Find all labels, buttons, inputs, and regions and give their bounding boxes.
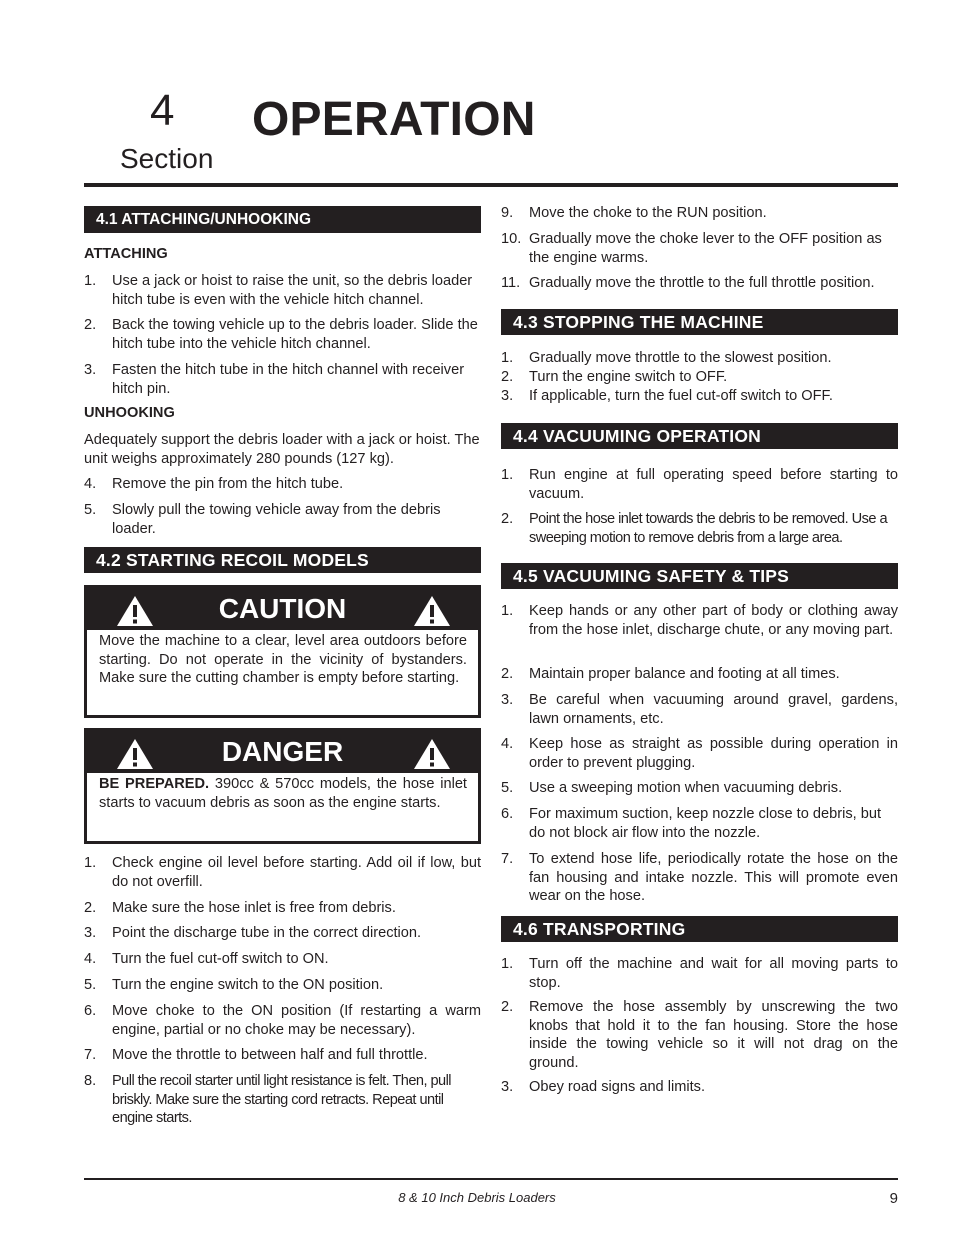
list-item: 3. Obey road signs and limits.	[501, 1079, 706, 1095]
subheading-unhooking: UNHOOKING	[84, 405, 175, 421]
warning-triangle-icon	[412, 737, 452, 771]
list-item: 1. Run engine at full operating speed before starting to vacuum.	[501, 467, 898, 502]
list-item: 2. Make sure the hose inlet is free from debris.	[84, 900, 396, 916]
list-item: 7. To extend hose life, periodically rotate the hose on the fan housing and intake nozzle. This will promote even wear on the hose.	[501, 851, 898, 905]
section-heading-4-3: 4.3 STOPPING THE MACHINE	[501, 309, 898, 335]
footer-title: 8 & 10 Inch Debris Loaders	[398, 1190, 556, 1205]
list-item: 1. Check engine oil level before starting. Add oil if low, but do not overfill.	[84, 855, 481, 890]
list-item: 3. Point the discharge tube in the correct direction.	[84, 925, 422, 941]
danger-text	[87, 773, 478, 818]
list-item: 5. Use a sweeping motion when vacuuming debris.	[501, 780, 843, 796]
caution-title: CAUTION	[218, 593, 347, 624]
subheading-attaching: ATTACHING	[84, 246, 168, 262]
list-item: 3. If applicable, turn the fuel cut-off switch to OFF.	[501, 388, 833, 404]
warning-triangle-icon	[412, 594, 452, 628]
danger-header	[87, 731, 478, 773]
list-item: 2. Maintain proper balance and footing at all times.	[501, 666, 840, 682]
list-item: 6. For maximum suction, keep nozzle close to debris, but do not block air flow into the nozzle.	[501, 806, 882, 841]
list-item: 1. Turn off the machine and wait for all moving parts to stop.	[501, 956, 898, 991]
section-heading-4-4: 4.4 VACUUMING OPERATION	[501, 423, 898, 449]
list-item: 7. Move the throttle to between half and full throttle.	[84, 1047, 428, 1063]
list-item: 4. Turn the fuel cut-off switch to ON.	[84, 951, 329, 967]
caution-box	[84, 585, 481, 718]
footer-divider	[84, 1178, 898, 1180]
page-title: OPERATION	[252, 93, 536, 146]
caution-header	[87, 588, 478, 630]
danger-box	[84, 728, 481, 844]
danger-title: DANGER	[221, 736, 344, 767]
list-item: 3. Be careful when vacuuming around gravel, gardens, lawn ornaments, etc.	[501, 692, 898, 727]
list-item: 2. Remove the hose assembly by unscrewing the two knobs that hold it to the fan housing. Store the hose inside the towing vehicle so it will not drag on the ground.	[501, 999, 898, 1071]
page-number: 9	[889, 1190, 898, 1207]
list-item: 8. Pull the recoil starter until light resistance is felt. Then, pull briskly. Make sure the starting cord retracts. Repeat until engine starts.	[84, 1073, 451, 1127]
section-heading-4-2: 4.2 STARTING RECOIL MODELS	[84, 547, 481, 573]
caution-text: Move the machine to a clear, level area outdoors before starting. Do not operate in the vicinity of bystanders. Make sure the cutting chamber is empty before starting.	[99, 633, 467, 687]
list-item: 1. Use a jack or hoist to raise the unit, so the debris loader hitch tube is even with the vehicle hitch channel.	[84, 273, 473, 308]
list-item: 4. Keep hose as straight as possible during operation in order to prevent plugging.	[501, 736, 898, 771]
list-item: 2. Point the hose inlet towards the debris to be removed. Use a sweeping motion to remove debris from a large area.	[501, 511, 888, 546]
list-item: 6. Move choke to the ON position (If restarting a warm engine, partial or no choke may be necessary).	[84, 1003, 481, 1038]
list-item: 9. Move the choke to the RUN position.	[501, 205, 767, 221]
section-number: 4	[150, 86, 175, 135]
section-heading-4-6: 4.6 TRANSPORTING	[501, 916, 898, 942]
title-divider	[84, 183, 898, 187]
section-heading-4-1: 4.1 ATTACHING/UNHOOKING	[84, 206, 481, 233]
section-heading-4-5: 4.5 VACUUMING SAFETY & TIPS	[501, 563, 898, 589]
list-item: 5. Slowly pull the towing vehicle away from the debris loader.	[84, 502, 441, 537]
list-item: 2. Turn the engine switch to OFF.	[501, 369, 728, 385]
list-item: 11. Gradually move the throttle to the full throttle position.	[501, 275, 875, 291]
list-item: 5. Turn the engine switch to the ON position.	[84, 977, 384, 993]
danger-body: 390cc & 570cc models, the hose inlet starts to vacuum debris as soon as the engine starts.	[99, 776, 467, 811]
list-item: 4. Remove the pin from the hitch tube.	[84, 476, 344, 492]
list-item: 3. Fasten the hitch tube in the hitch channel with receiver hitch pin.	[84, 362, 465, 397]
list-item: 1. Keep hands or any other part of body or clothing away from the hose inlet, discharge chute, or any moving part.	[501, 603, 898, 638]
danger-lead: BE PREPARED.	[99, 776, 210, 792]
unhooking-paragraph: Adequately support the debris loader with a jack or hoist. The unit weighs approximately 280 pounds (127 kg).	[84, 432, 480, 467]
list-item: 2. Back the towing vehicle up to the debris loader. Slide the hitch tube into the vehicle hitch channel.	[84, 317, 478, 352]
list-item: 10. Gradually move the choke lever to the OFF position as the engine warms.	[501, 231, 882, 266]
section-label: Section	[120, 143, 214, 174]
list-item: 1. Gradually move throttle to the slowest position.	[501, 350, 832, 366]
